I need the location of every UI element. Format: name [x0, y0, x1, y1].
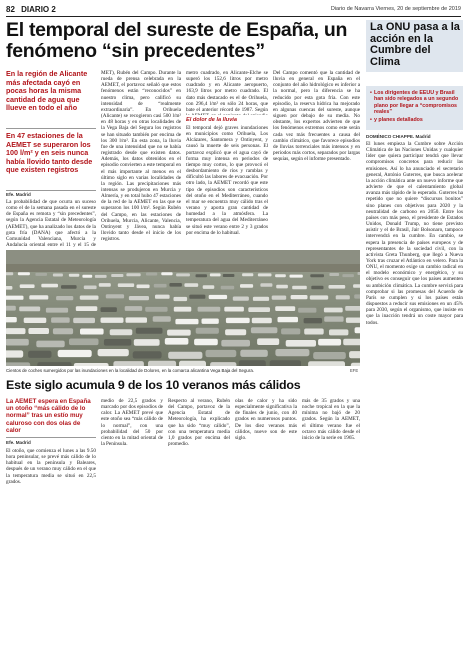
lede-2: En 47 estaciones de la AEMET se superaron los 100 l/m² y en seis nunca había llovido tanto desde que existen registros: [6, 131, 93, 175]
body-column-4: El temporal dejó graves inundaciones en municipios como Orihuela, Los Alcázares, Santomera y Ontinyent, y causó la muerte de seis personas. El portavoz explicó que el agua cayó de forma muy intensa en periodos de tiempo muy cortos, lo que provocó el desbordamiento de ríos y ramblas y dificultó las labores de evacuación. Por otro lado, la AEMET recordó que este tipo de episodios son característicos del otoño en el Mediterráneo, cuando el mar se encuentra muy cálido tras el verano y aporta gran cantidad de humedad a la atmósfera. La temperatura del agua del Mediterráneo se situó este verano entre 2 y 3 grados por encima de lo habitual.: [186, 125, 268, 236]
sidebar-byline: DOMÉNICO CHIAPPE. Madrid: [366, 134, 431, 139]
car-shape: [154, 284, 167, 288]
car-shape: [242, 273, 253, 276]
car-shape: [196, 328, 219, 334]
car-shape: [304, 329, 324, 335]
car-shape: [276, 285, 288, 289]
section-name: DIARIO 2: [21, 5, 56, 14]
car-shape: [308, 361, 345, 366]
car-shape: [155, 295, 170, 299]
car-shape: [342, 274, 354, 277]
car-shape: [74, 363, 109, 366]
car-shape: [118, 283, 134, 287]
photo-caption: Cientos de coches sumergidos por las inundaciones en la localidad de Dolores, en la comarca alicantina Vega Baja del Segura.: [6, 368, 254, 373]
car-shape: [53, 328, 73, 334]
sidebar-headline: La ONU pasa a la acción en la Cumbre del Clima: [366, 20, 463, 72]
car-shape: [6, 286, 12, 290]
car-shape: [184, 283, 198, 287]
car-shape: [73, 318, 95, 323]
car-shape: [240, 284, 253, 288]
car-shape: [343, 339, 360, 346]
car-shape: [329, 329, 348, 335]
car-shape: [80, 329, 104, 335]
car-shape: [6, 350, 23, 357]
car-shape: [20, 284, 35, 288]
car-shape: [6, 296, 24, 300]
main-headline: El temporal del sureste de España, un fenómeno “sin precedentes”: [6, 19, 348, 62]
car-shape: [209, 295, 227, 299]
car-shape: [290, 275, 303, 278]
car-shape: [95, 275, 107, 278]
car-shape: [346, 318, 360, 323]
car-shape: [275, 274, 286, 277]
car-shape: [174, 297, 188, 301]
car-shape: [6, 272, 13, 275]
car-shape: [19, 307, 40, 312]
car-shape: [145, 307, 167, 312]
car-shape: [318, 339, 341, 346]
car-shape: [253, 297, 269, 301]
car-shape: [292, 286, 307, 290]
story2-column-5: más de 35 grados y una noche tropical en la que la mínima no bajó de 20 grados. Según la AEMET, el último verano fue el octavo más cálido desde el inicio de la serie en 1965.: [302, 398, 360, 441]
sidebar-body: El lunes empieza la Cumbre sobre Acción Climática de las Naciones Unidas y cualquier líder que quiera participar tendrá que llevar compromisos concretos para reducir las emisiones. Así lo ha anunciado el secretario general, António Guterres, que busca acelerar la acción climática ante un nuevo informe que advierte de que el calentamiento global avanza más rápido de lo esperado. Guterres ha repetido que no quiere “discursos bonitos” sino planes con objetivos para 2020 y la neutralidad de carbono en 2050. Entre los países con más peso, el presidente de Estados Unidos, Donald Trump, no tiene previsto asistir y el de Brasil, Jair Bolsonaro, tampoco intervendrá en la cumbre. En cambio, se espera la presencia de países europeos y de representantes de la sociedad civil, con la activista Greta Thunberg, que llegó a Nueva York tras cruzar el Atlántico en velero. Para la ONU, el momento exige un cambio radical en el modelo económico y energético, y su objetivo es conseguir que los países aumenten su ambición climática. La cumbre servirá para comprobar si las promesas del Acuerdo de París se cumplen y si los países están dispuestos a reducir sus emisiones en un 45% para 2030, según el organismo, que insiste en que la inacción tendrá un coste mayor para todos.: [366, 141, 463, 326]
car-shape: [29, 295, 48, 299]
car-shape: [275, 306, 295, 311]
car-shape: [329, 285, 346, 289]
car-shape: [345, 306, 360, 311]
car-shape: [203, 285, 215, 289]
car-shape: [358, 272, 361, 275]
car-shape: [28, 328, 49, 334]
masthead-date: Diario de Navarra Viernes, 20 de septiembre de 2019: [330, 6, 461, 12]
car-shape: [125, 306, 143, 311]
car-shape: [355, 327, 360, 333]
car-shape: [69, 274, 79, 277]
car-shape: [257, 338, 279, 345]
sidebar-bullet: • y planes detallados: [370, 117, 459, 123]
car-shape: [176, 273, 190, 276]
car-shape: [281, 328, 300, 334]
car-shape: [248, 307, 270, 312]
car-shape: [169, 283, 182, 287]
car-shape: [304, 318, 323, 323]
car-shape: [104, 339, 131, 346]
car-shape: [153, 316, 171, 321]
car-shape: [223, 274, 235, 277]
divider: [6, 437, 96, 438]
car-shape: [272, 296, 287, 300]
car-shape: [136, 328, 163, 334]
car-shape: [174, 307, 192, 312]
car-shape: [53, 274, 63, 277]
car-shape: [6, 328, 26, 334]
body-column-1: La probabilidad de que ocurra un suceso como el de la semana pasada en el sureste de España es remota y “sin precedentes”, según la Agencia Estatal de Meteorología (AEMET), que ha analizado los datos de la gota fría (DANA) que afectó a la Comunidad Valenciana, Murcia y Andalucía oriental entre el 11 y el 15 de: [6, 199, 96, 248]
car-shape: [137, 285, 150, 289]
car-shape: [251, 327, 278, 333]
car-shape: [46, 308, 68, 313]
car-shape: [134, 339, 160, 346]
story2-column-4: olas de calor y ha sido especialmente significativa la de finales de junio, con 40 grados en numerosos puntos. De los diez veranos más cálidos, nueve son de este siglo.: [235, 398, 297, 441]
car-shape: [202, 319, 219, 324]
car-shape: [311, 286, 323, 290]
car-shape: [28, 351, 51, 358]
car-shape: [84, 286, 97, 290]
car-shape: [353, 284, 360, 288]
sidebar-bullet: • Los dirigentes de EEUU y Brasil han sido relegados a un segundo plano por llegar a “compromisos reales”: [370, 90, 459, 115]
car-shape: [210, 273, 221, 276]
byline: Efe. Madrid: [6, 192, 31, 197]
car-shape: [80, 296, 99, 300]
car-shape: [167, 330, 191, 336]
car-shape: [233, 297, 249, 301]
divider: [6, 128, 96, 129]
car-shape: [198, 307, 221, 312]
car-shape: [221, 286, 235, 290]
car-shape: [298, 308, 316, 313]
car-shape: [18, 272, 30, 275]
divider: [6, 190, 96, 191]
car-shape: [24, 318, 47, 323]
car-shape: [313, 352, 346, 359]
car-shape: [6, 339, 29, 346]
car-shape: [35, 273, 47, 276]
car-shape: [310, 274, 324, 277]
car-shape: [168, 352, 202, 359]
body-column-3: metro cuadrado, en Alicante-Elche se superó los 152,6 litros por metro cuadrado y en Alicante aeropuerto, 163,9 litros por metro cuadrado. El dato más destacado es el de Orihuela, con 296,4 l/m² en sólo 24 horas, que bate el anterior récord de 1987. Según: [186, 70, 268, 113]
car-shape: [76, 306, 98, 311]
car-shape: [37, 362, 71, 366]
section-label: [6, 5, 56, 14]
car-shape: [324, 316, 343, 321]
car-shape: [240, 350, 267, 357]
car-shape: [99, 283, 111, 287]
car-shape: [175, 319, 198, 324]
car-shape: [106, 294, 124, 298]
car-shape: [129, 296, 149, 300]
byline-2: Efe. Madrid: [6, 440, 31, 445]
car-shape: [6, 317, 17, 322]
car-shape: [324, 308, 343, 313]
car-shape: [354, 294, 360, 298]
car-shape: [278, 317, 299, 322]
car-shape: [6, 306, 16, 311]
car-shape: [336, 295, 350, 299]
car-shape: [275, 349, 309, 356]
lede-3: La AEMET espera en España un otoño “más cálido de lo normal” tras un estío muy caluroso con dos olas de calor: [6, 398, 91, 434]
car-shape: [226, 318, 250, 323]
car-shape: [51, 317, 70, 322]
photo-credit: EFE: [350, 368, 359, 373]
flooded-cars-image: [6, 250, 360, 366]
page-header: [6, 5, 461, 17]
car-shape: [101, 307, 117, 312]
story2-column-2: medio de 22,5 grados y marcado por dos episodios de calor. La AEMET prevé que este otoño sea “más cálido de lo normal”, con una probabilidad del 50 por ciento en la mitad oriental de la Península.: [101, 398, 163, 448]
car-shape: [133, 351, 162, 358]
car-shape: [349, 351, 360, 358]
car-shape: [225, 329, 246, 335]
car-shape: [148, 361, 176, 366]
car-shape: [206, 350, 237, 357]
car-shape: [286, 340, 316, 347]
sidebar-highlights: [366, 86, 463, 130]
car-shape: [56, 296, 73, 300]
lede-1: En la región de Alicante más afectada cayó en pocas horas la misma cantidad de agua que llueve en todo el año: [6, 69, 88, 113]
subheading: El dolor de la lluvia: [186, 117, 237, 123]
body-column-2: MET), Rubén del Campo. Durante la rueda de prensa celebrada en la AEMET, el portavoz señaló que estos fenómenos están “reconocidos” en nuestro clima, pero calificó su intensidad de “realmente extraordinaria”. En Orihuela (Alicante) se recogieron casi 500 l/m² en 48 horas y en otras localidades de la Vega Baja del Segura los registros se han situado también por encima de los 300 l/m². En esta zona, la lluvia fue de una intensidad que no se había registrado desde que existen datos. Además, los datos obtenidos en el episodio convierten a este temporal en el más importante al menos en el último siglo en varias localidades de la región. Las precipitaciones más intensas se produjeron en Murcia y Almería, y en total hubo 47 estaciones de la red de la AEMET en las que se superaron los 100 l/m². Según Rubén del Campo, en las estaciones de Orihuela, Murcia, Alicante, Valencia, Ontinyent y Jávea, nunca había llovido tanto desde el inicio de los registros.: [101, 70, 181, 243]
car-shape: [210, 362, 236, 366]
car-shape: [260, 283, 272, 287]
body-column-5: Del Campo comentó que la cantidad de lluvia en general en España en el conjunto del año hidrológico es inferior a la normal, pero la diferencia se ha reducido por esta gota fría. Con este episodio, la reserva hídrica ha mejorado en algunas cuencas del sureste, aunque siguen por debajo de su media. No obstante, los expertos advierten de que los fenómenos extremos como este serán cada vez más frecuentes a causa del cambio climático, que favorece episodios de lluvias torrenciales más intensos y en periodos más cortos, separados por largas sequías, según el informe presentado.: [273, 70, 360, 163]
car-shape: [221, 340, 250, 347]
car-shape: [161, 272, 172, 275]
car-shape: [58, 350, 92, 357]
story2-column-3: Respecto al verano, Rubén del Campo, portavoz de la Agencia Estatal de Meteorología, ha explicado que ha sido “muy cálido”, con una temperatura media 1,0 grados por encima del promedio.: [168, 398, 230, 448]
car-shape: [69, 339, 99, 346]
car-shape: [196, 274, 208, 277]
car-shape: [252, 318, 272, 323]
car-shape: [351, 363, 360, 366]
sidebar-story: [366, 20, 463, 642]
second-headline: Este siglo acumula 9 de los 10 veranos más cálidos: [6, 378, 301, 392]
car-shape: [101, 318, 124, 323]
car-shape: [194, 339, 218, 346]
car-shape: [224, 307, 244, 312]
car-shape: [82, 275, 92, 278]
car-shape: [98, 349, 129, 356]
car-shape: [126, 273, 140, 276]
car-shape: [61, 285, 77, 289]
car-shape: [126, 317, 148, 322]
car-shape: [189, 295, 205, 299]
car-shape: [41, 284, 58, 288]
car-shape: [310, 295, 328, 299]
car-shape: [329, 273, 339, 276]
car-shape: [165, 338, 189, 345]
car-shape: [6, 362, 30, 366]
car-shape: [110, 329, 133, 335]
car-shape: [111, 274, 123, 277]
flood-photo: [6, 250, 360, 366]
car-shape: [258, 273, 272, 276]
car-shape: [239, 360, 266, 366]
car-shape: [146, 273, 157, 276]
car-shape: [36, 341, 64, 348]
page-number: 82: [6, 5, 15, 14]
car-shape: [179, 361, 206, 366]
car-shape: [291, 295, 308, 299]
story2-column-1: El otoño, que comienza el lunes a las 9.50 hora peninsular, se prevé más cálido de lo habitual en la península y Baleares, después de un verano muy cálido en el que la temperatura media se situó en 22,5 grados.: [6, 448, 96, 485]
car-shape: [270, 360, 301, 366]
car-shape: [113, 361, 143, 366]
